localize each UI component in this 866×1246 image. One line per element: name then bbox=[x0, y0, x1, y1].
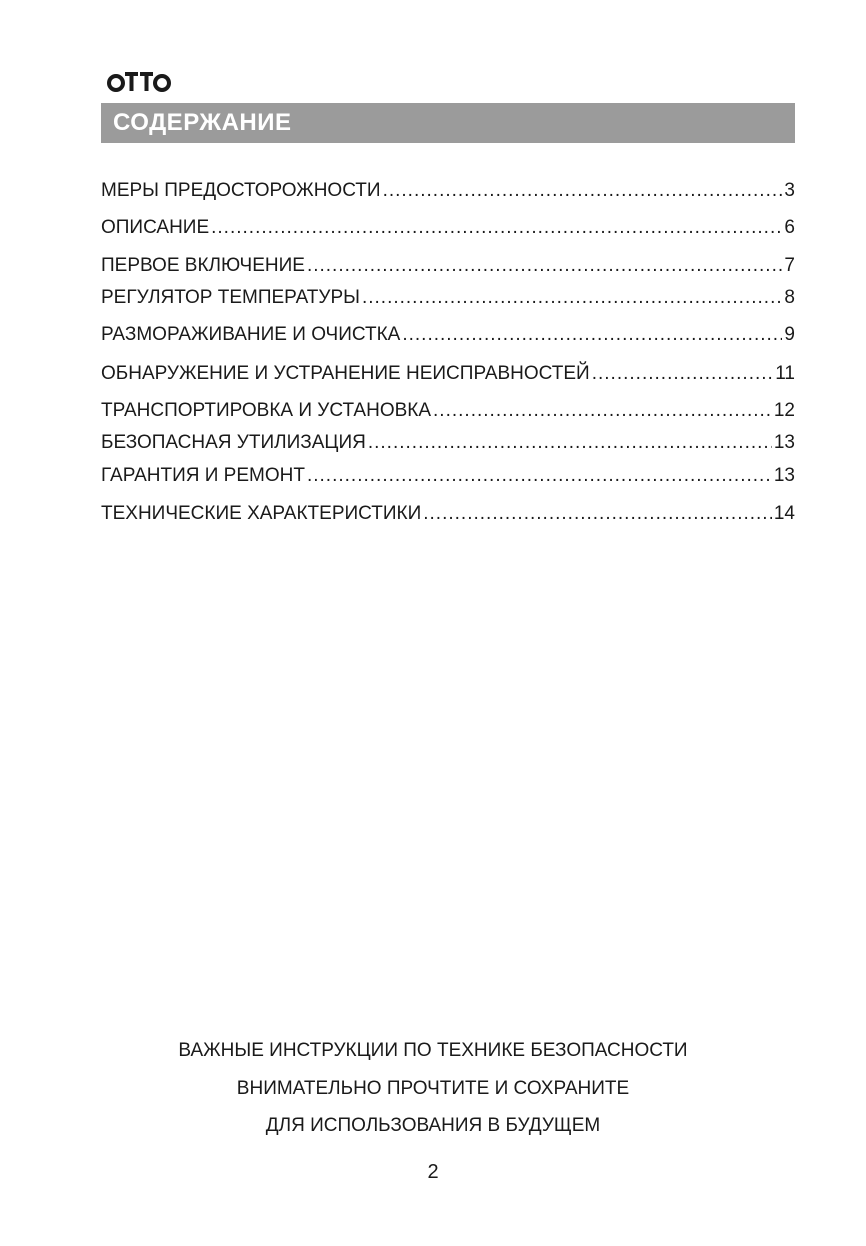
section-title-bar bbox=[101, 103, 795, 143]
toc-leader-dots bbox=[368, 432, 772, 454]
toc-item-page: 13 bbox=[773, 432, 795, 453]
toc-leader-dots bbox=[592, 363, 774, 385]
toc-leader-dots bbox=[307, 465, 772, 487]
toc-leader-dots bbox=[423, 503, 772, 525]
page-number: 2 bbox=[427, 1161, 439, 1183]
toc-item-transport[interactable] bbox=[101, 400, 795, 422]
safety-notice-line-3: ДЛЯ ИСПОЛЬЗОВАНИЯ В БУДУЩЕМ bbox=[265, 1115, 601, 1136]
toc-item-label: РЕГУЛЯТОР ТЕМПЕРАТУРЫ bbox=[101, 287, 360, 308]
toc-item-label: МЕРЫ ПРЕДОСТОРОЖНОСТИ bbox=[101, 180, 381, 201]
toc-item-first-start[interactable] bbox=[101, 255, 795, 277]
toc-item-page: 14 bbox=[773, 503, 795, 524]
section-title: СОДЕРЖАНИЕ bbox=[113, 109, 292, 136]
toc-item-page: 12 bbox=[773, 400, 795, 421]
toc-item-page: 13 bbox=[773, 465, 795, 486]
toc-item-page: 9 bbox=[784, 324, 795, 345]
toc-leader-dots bbox=[433, 400, 772, 422]
safety-notice-line-1: ВАЖНЫЕ ИНСТРУКЦИИ ПО ТЕХНИКЕ БЕЗОПАСНОСТИ bbox=[178, 1040, 688, 1061]
toc-leader-dots bbox=[211, 217, 782, 239]
toc-leader-dots bbox=[402, 324, 782, 346]
toc-leader-dots bbox=[307, 255, 782, 277]
toc-item-specifications[interactable] bbox=[101, 503, 795, 525]
toc-item-safety[interactable] bbox=[101, 180, 795, 202]
toc-item-label: ПЕРВОЕ ВКЛЮЧЕНИЕ bbox=[101, 255, 305, 276]
toc-item-label: ТЕХНИЧЕСКИЕ ХАРАКТЕРИСТИКИ bbox=[101, 503, 422, 524]
toc-item-label: ТРАНСПОРТИРОВКА И УСТАНОВКА bbox=[101, 400, 432, 421]
toc-item-page: 7 bbox=[784, 255, 795, 276]
toc-item-page: 11 bbox=[775, 363, 795, 384]
toc-item-disposal[interactable] bbox=[101, 432, 795, 454]
toc-item-page: 8 bbox=[784, 287, 795, 308]
toc-item-page: 6 bbox=[784, 217, 795, 238]
toc-leader-dots bbox=[362, 287, 782, 309]
toc-item-label: ОПИСАНИЕ bbox=[101, 217, 210, 238]
toc-item-defrosting[interactable] bbox=[101, 324, 795, 346]
toc-leader-dots bbox=[383, 180, 783, 202]
toc-item-thermostat[interactable] bbox=[101, 287, 795, 309]
toc-item-label: БЕЗОПАСНАЯ УТИЛИЗАЦИЯ bbox=[101, 432, 366, 453]
toc-item-label: ОБНАРУЖЕНИЕ И УСТРАНЕНИЕ НЕИСПРАВНОСТЕЙ bbox=[101, 363, 590, 384]
toc-item-warranty[interactable] bbox=[101, 465, 795, 487]
toc-item-label: РАЗМОРАЖИВАНИЕ И ОЧИСТКА bbox=[101, 324, 401, 345]
toc-item-troubleshooting[interactable] bbox=[101, 363, 795, 385]
toc-item-label: ГАРАНТИЯ И РЕМОНТ bbox=[101, 465, 305, 486]
otto-logo-icon bbox=[107, 68, 171, 94]
safety-notice-line-2: ВНИМАТЕЛЬНО ПРОЧТИТЕ И СОХРАНИТЕ bbox=[236, 1078, 630, 1099]
toc-item-description[interactable] bbox=[101, 217, 795, 239]
toc-item-page: 3 bbox=[784, 180, 795, 201]
